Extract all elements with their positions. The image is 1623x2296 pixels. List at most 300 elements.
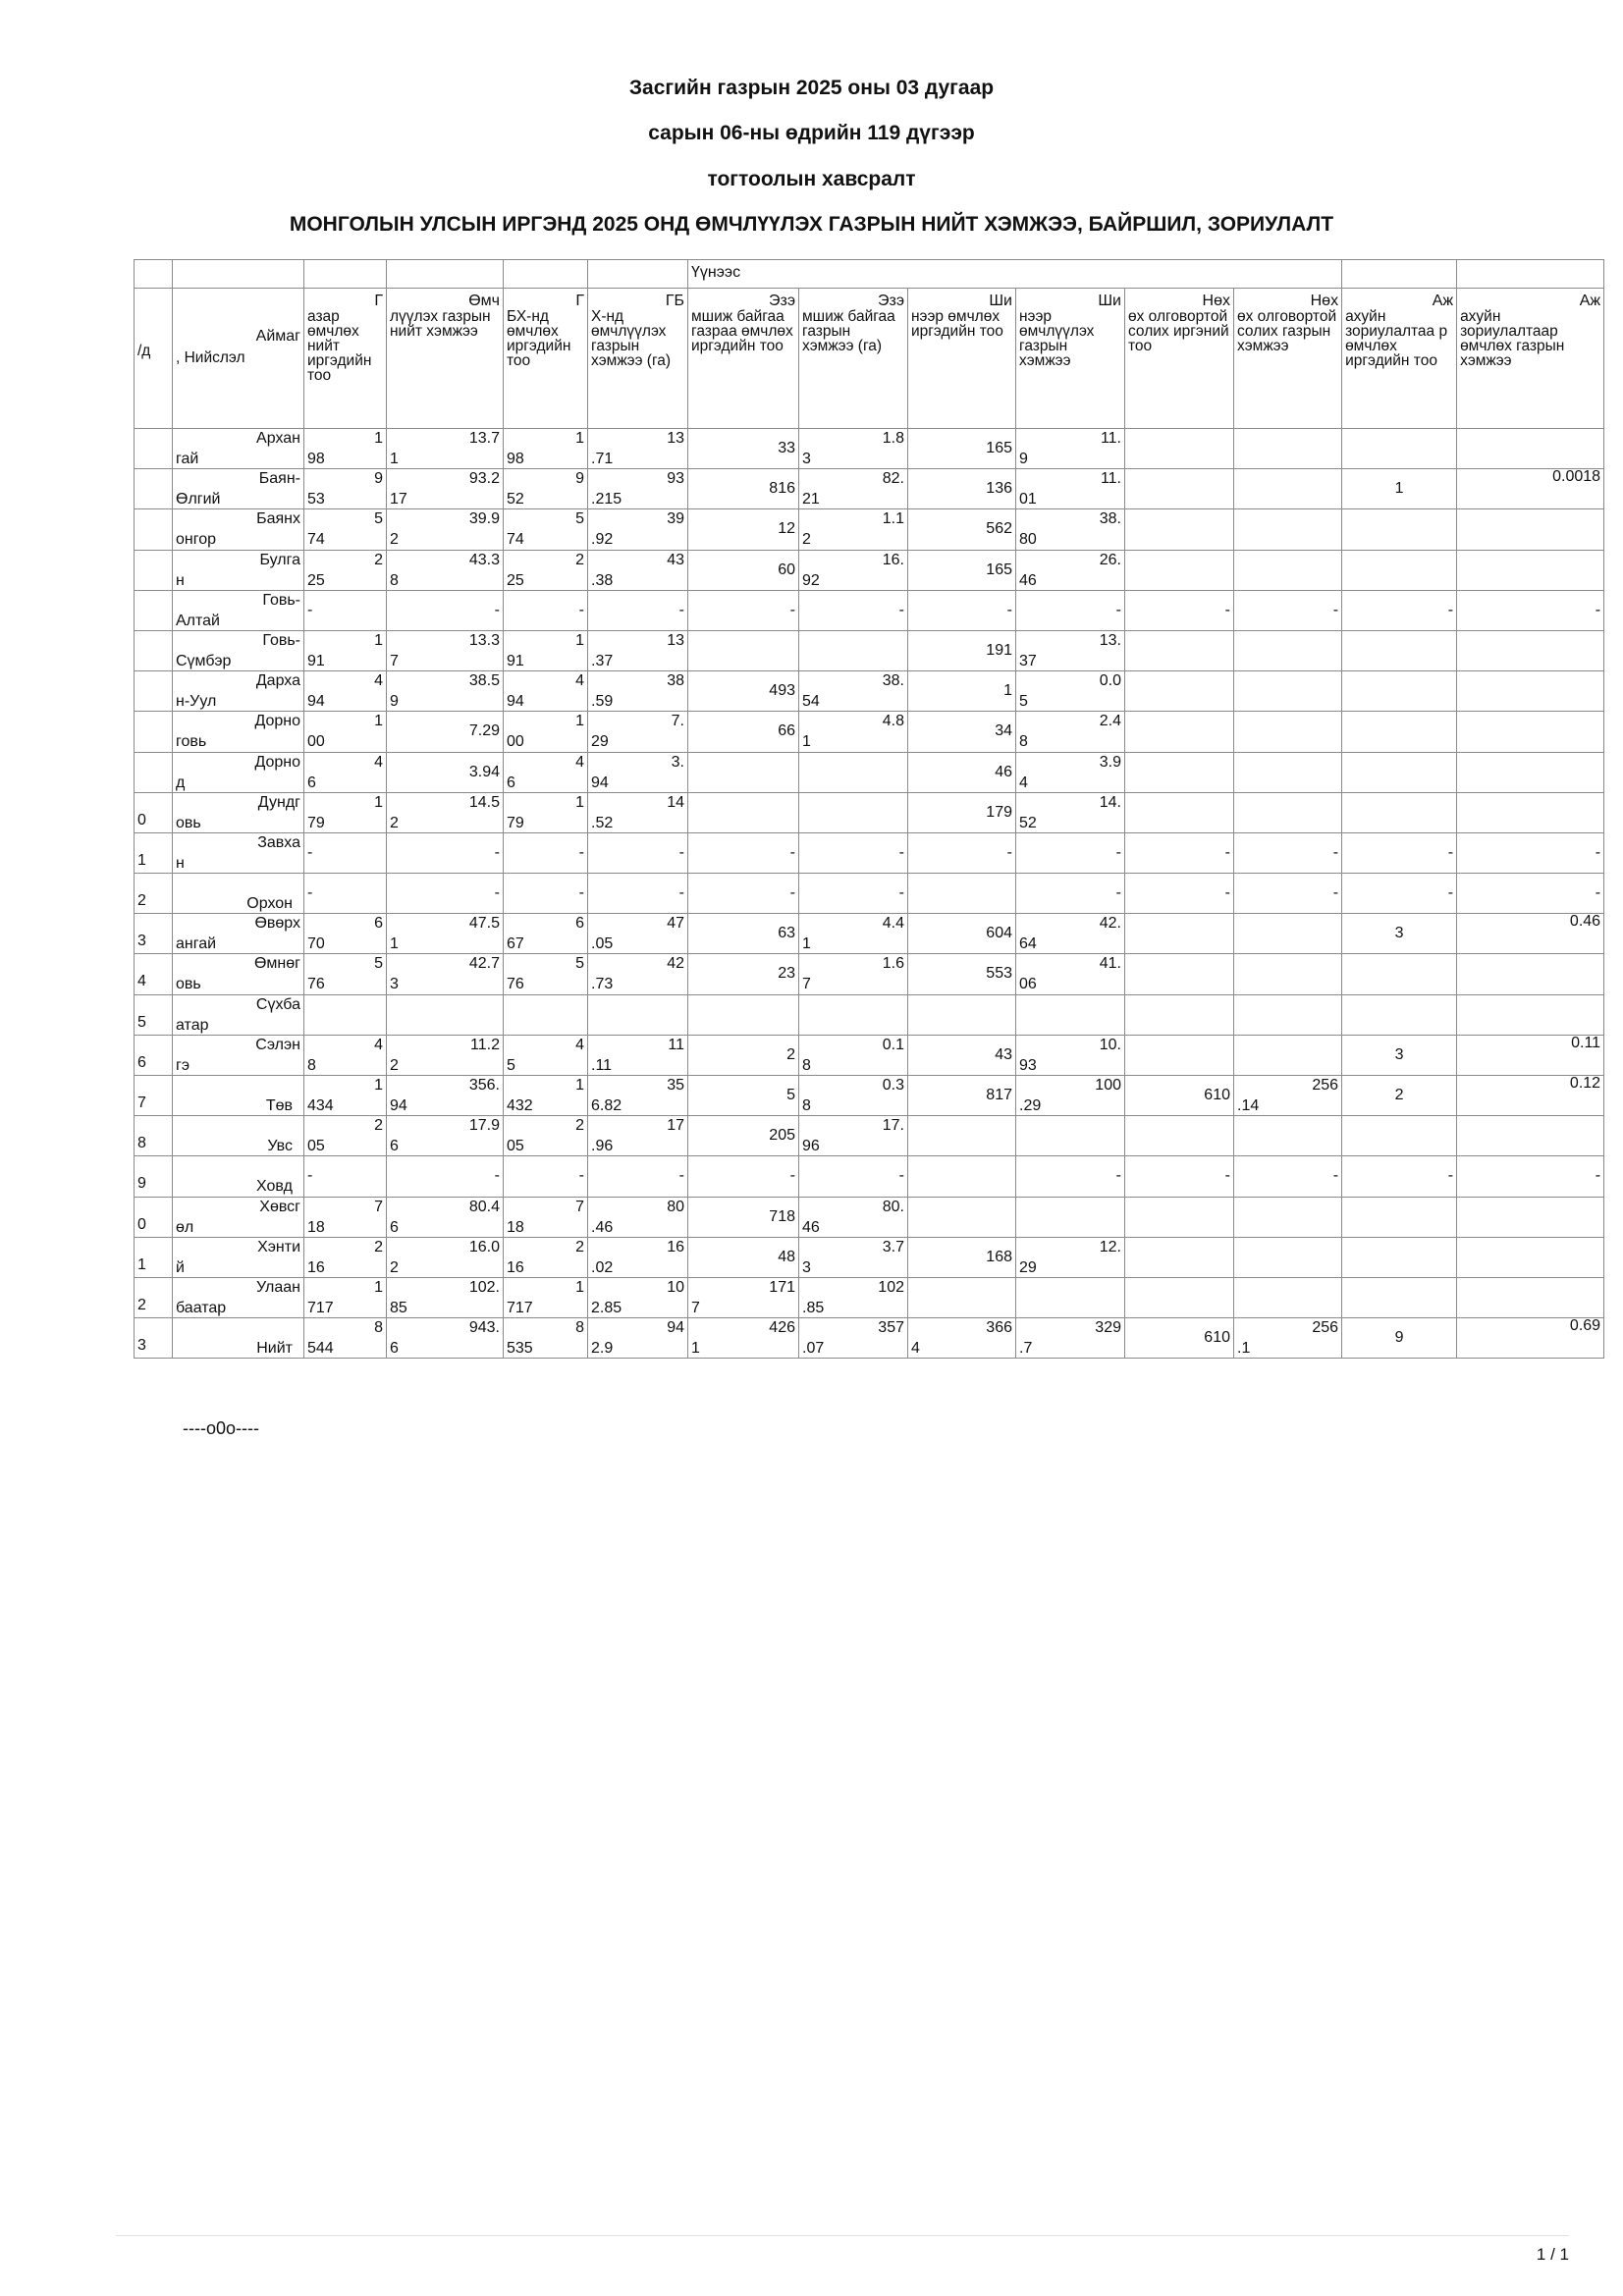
aimag-name-bottom: овь [176, 814, 201, 831]
value-cell [1457, 630, 1604, 670]
value-bottom: 9 [1019, 451, 1028, 467]
value-cell [688, 914, 799, 954]
value-bottom [1460, 1200, 1600, 1205]
value-cell [1457, 1035, 1604, 1075]
value-cell [908, 469, 1016, 509]
value-top: 1 [1003, 682, 1012, 700]
value-bottom: 7 [802, 976, 811, 993]
value-bottom: .215 [591, 491, 622, 508]
value-top: 12 [778, 520, 795, 538]
value-cell [1342, 1035, 1457, 1075]
aimag-name-top: Говь- [262, 631, 300, 649]
value-top: - [678, 843, 684, 861]
value-bottom: 6 [390, 1138, 399, 1155]
value-bottom [1237, 714, 1338, 720]
value-cell [908, 630, 1016, 670]
column-header-wrap: Эзэ [769, 293, 795, 309]
value-cell [688, 469, 799, 509]
value-top: 42 [667, 955, 684, 973]
value-cell [688, 550, 799, 590]
value-cell [387, 469, 504, 509]
value-cell [908, 954, 1016, 994]
value-cell [688, 792, 799, 832]
value-top: - [578, 884, 584, 902]
value-cell [1457, 550, 1604, 590]
value-cell [1016, 1116, 1125, 1156]
value-cell [908, 712, 1016, 752]
value-cell [1016, 509, 1125, 550]
value-cell [1342, 792, 1457, 832]
value-cell [1125, 994, 1234, 1035]
value-cell [1342, 752, 1457, 792]
value-bottom: 1 [802, 733, 811, 751]
value-cell [799, 954, 908, 994]
value-cell [688, 874, 799, 914]
value-top: 179 [986, 803, 1012, 821]
value-bottom: 1 [390, 935, 399, 953]
value-top: 426 [769, 1319, 795, 1337]
value-top: 47.5 [468, 915, 500, 933]
value-bottom [1460, 795, 1600, 801]
value-cell [908, 550, 1016, 590]
value-top: - [1332, 601, 1339, 618]
row-number-cell [135, 954, 173, 994]
value-bottom [1019, 997, 1121, 1003]
value-top: 0.0018 [1552, 468, 1601, 486]
value-cell [588, 630, 688, 670]
value-top: - [307, 884, 313, 902]
value-bottom [1345, 511, 1453, 517]
value-top: 4 [575, 1036, 584, 1053]
value-bottom [1128, 673, 1230, 679]
value-cell [588, 550, 688, 590]
value-bottom: 8 [307, 1056, 316, 1074]
value-top: - [678, 601, 684, 618]
value-cell [1342, 630, 1457, 670]
value-top: 562 [986, 520, 1012, 538]
value-bottom [1460, 1280, 1600, 1286]
value-cell [1016, 712, 1125, 752]
value-bottom: 67 [507, 935, 524, 953]
aimag-name-bottom: Орхон [246, 895, 293, 913]
value-cell [504, 1197, 588, 1237]
column-header [908, 289, 1016, 429]
value-top: 2 [374, 1238, 383, 1255]
value-top: 17. [882, 1117, 904, 1135]
value-cell [1342, 1116, 1457, 1156]
value-cell [588, 671, 688, 712]
column-header-text: ахуйн зориулалтаа р өмчлөх иргэдийн тоо [1345, 308, 1448, 369]
aimag-name-bottom: овь [176, 976, 201, 993]
table-row [135, 1035, 1604, 1075]
row-number-cell [135, 1076, 173, 1116]
value-cell [1234, 712, 1342, 752]
value-top: 3 [1394, 1045, 1404, 1063]
value-bottom: .11 [591, 1056, 613, 1074]
value-cell [504, 1237, 588, 1277]
value-bottom: .1 [1237, 1340, 1251, 1358]
row-number-cell [135, 874, 173, 914]
value-cell [1342, 954, 1457, 994]
value-bottom: 79 [307, 814, 325, 831]
value-cell [799, 1116, 908, 1156]
value-bottom [1019, 1118, 1121, 1124]
value-cell [799, 1277, 908, 1317]
value-bottom: 85 [390, 1299, 407, 1316]
value-bottom [1237, 1038, 1338, 1043]
value-top: 5 [374, 510, 383, 528]
table-row [135, 914, 1604, 954]
value-bottom: 29 [1019, 1258, 1037, 1276]
value-top: 3.94 [468, 763, 500, 780]
aimag-name-bottom: онгор [176, 531, 217, 549]
row-number: 3 [137, 933, 146, 950]
aimag-name-top: Хөвсг [259, 1198, 300, 1215]
page-counter: 1 / 1 [1536, 2245, 1569, 2264]
end-mark: ----o0o---- [183, 1418, 259, 1438]
value-top: 10 [667, 1278, 684, 1296]
value-top: - [1595, 843, 1601, 861]
aimag-name-top: Дорно [254, 753, 300, 771]
column-header [387, 289, 504, 429]
value-cell [1125, 550, 1234, 590]
value-cell [387, 954, 504, 994]
value-top: 38. [882, 672, 904, 690]
value-cell [588, 874, 688, 914]
column-header [588, 289, 688, 429]
value-cell [304, 712, 387, 752]
header-group-spacer [588, 260, 688, 289]
value-top: 11.2 [470, 1036, 500, 1053]
value-bottom [1460, 511, 1600, 517]
land-allocation-table [134, 259, 1604, 1359]
value-top: 356. [468, 1077, 500, 1094]
row-number: 7 [137, 1095, 146, 1111]
value-bottom: .07 [802, 1340, 825, 1358]
value-cell [1234, 1237, 1342, 1277]
value-top: - [1332, 1167, 1339, 1185]
aimag-cell [173, 590, 304, 630]
value-cell [1125, 1277, 1234, 1317]
value-top: 256 [1312, 1319, 1339, 1337]
value-bottom: 17 [390, 491, 407, 508]
column-header [1125, 289, 1234, 429]
value-bottom [1128, 997, 1230, 1003]
value-cell [1234, 832, 1342, 873]
row-number [137, 509, 169, 529]
value-cell [387, 874, 504, 914]
value-bottom: 717 [507, 1299, 533, 1316]
aimag-name-bottom: ангай [176, 935, 217, 953]
value-bottom [1237, 997, 1338, 1003]
value-bottom [691, 633, 795, 639]
value-bottom [1237, 1240, 1338, 1246]
value-cell [908, 752, 1016, 792]
value-cell [588, 914, 688, 954]
value-bottom: 98 [307, 451, 325, 467]
aimag-cell [173, 1318, 304, 1359]
value-bottom: 434 [307, 1097, 334, 1114]
column-header-wrap: ГБ [665, 293, 684, 309]
value-cell [1125, 1156, 1234, 1197]
value-bottom [1345, 1240, 1453, 1246]
value-cell [688, 1156, 799, 1197]
value-top: 3.7 [882, 1238, 904, 1255]
value-cell [304, 671, 387, 712]
value-cell [504, 1318, 588, 1359]
value-cell [304, 1156, 387, 1197]
value-bottom [1128, 1038, 1230, 1043]
value-bottom [1345, 1118, 1453, 1124]
value-bottom [1128, 795, 1230, 801]
value-bottom: 79 [507, 814, 524, 831]
row-number-cell [135, 590, 173, 630]
value-top: - [1115, 843, 1121, 861]
row-number [137, 712, 169, 731]
value-top: 0.46 [1569, 913, 1601, 931]
value-top: - [1447, 1167, 1454, 1185]
value-top: 39.9 [468, 510, 500, 528]
value-bottom: 9 [390, 693, 399, 711]
value-bottom [591, 997, 684, 1003]
value-bottom: .38 [591, 571, 614, 589]
value-cell [1125, 1116, 1234, 1156]
value-cell [504, 1277, 588, 1317]
value-top: 42. [1099, 915, 1121, 933]
value-cell [387, 1197, 504, 1237]
title-line-1: Засгийн газрын 2025 оны 03 дугаар [628, 77, 995, 99]
value-cell [1342, 1277, 1457, 1317]
value-cell [1342, 1197, 1457, 1237]
aimag-cell [173, 671, 304, 712]
value-cell [588, 954, 688, 994]
aimag-name-bottom: говь [176, 733, 207, 751]
document-heading: МОНГОЛЫН УЛСЫН ИРГЭНД 2025 ОНД ӨМЧЛҮҮЛЭХ ГАЗРЫН НИЙТ ХЭМЖЭЭ, БАЙРШИЛ, ЗОРИУЛАЛТ [289, 213, 1334, 236]
value-top: 80 [667, 1198, 684, 1215]
value-bottom [1237, 471, 1338, 477]
row-number-cell [135, 1035, 173, 1075]
value-top: - [1595, 1167, 1601, 1185]
value-bottom: 80 [1019, 531, 1037, 549]
value-bottom [1237, 1200, 1338, 1205]
value-cell [1016, 671, 1125, 712]
aimag-cell [173, 1076, 304, 1116]
row-number-cell [135, 469, 173, 509]
value-top: 93.2 [468, 470, 500, 488]
value-top: 3 [1394, 925, 1404, 942]
value-cell [908, 429, 1016, 469]
column-header-wrap: Эзэ [878, 293, 904, 309]
value-top: 43.3 [468, 551, 500, 568]
value-cell [387, 1076, 504, 1116]
value-cell [908, 994, 1016, 1035]
value-cell [1125, 1318, 1234, 1359]
value-cell [1234, 1277, 1342, 1317]
value-bottom: .92 [591, 531, 614, 549]
value-bottom: .71 [591, 451, 614, 467]
value-top: 43 [667, 551, 684, 568]
column-header [799, 289, 908, 429]
aimag-cell [173, 429, 304, 469]
value-cell [1016, 914, 1125, 954]
table-row [135, 1076, 1604, 1116]
value-top: 39 [667, 510, 684, 528]
table-row [135, 832, 1604, 873]
value-bottom [1345, 1280, 1453, 1286]
table-row [135, 1318, 1604, 1359]
value-bottom [1128, 1280, 1230, 1286]
value-bottom [1345, 956, 1453, 962]
value-bottom [1128, 511, 1230, 517]
value-bottom: 2.85 [591, 1299, 622, 1316]
column-header-wrap: Аж [1579, 293, 1601, 309]
value-cell [688, 1277, 799, 1317]
value-bottom: .73 [591, 976, 614, 993]
aimag-name-top: Дарха [255, 672, 300, 690]
value-top: 0.1 [882, 1036, 904, 1053]
value-cell [387, 1035, 504, 1075]
value-cell [799, 469, 908, 509]
value-cell [1016, 792, 1125, 832]
column-header-text: /д [137, 343, 151, 359]
value-bottom: 6.82 [591, 1097, 622, 1114]
table-row [135, 1197, 1604, 1237]
row-number: 1 [137, 851, 146, 869]
value-cell [504, 590, 588, 630]
value-bottom [1460, 714, 1600, 720]
row-number-cell [135, 1116, 173, 1156]
value-bottom: 3 [802, 1258, 811, 1276]
value-bottom: 00 [507, 733, 524, 751]
value-top: 13.7 [468, 430, 500, 447]
value-cell [799, 994, 908, 1035]
value-bottom: 76 [307, 976, 325, 993]
aimag-cell [173, 994, 304, 1035]
value-bottom [1237, 431, 1338, 437]
value-cell [688, 671, 799, 712]
value-cell [1234, 1116, 1342, 1156]
value-top: 2.4 [1099, 713, 1121, 730]
value-bottom: 92 [802, 571, 820, 589]
column-header-wrap: Өмч [468, 293, 500, 309]
value-top: 94 [667, 1319, 684, 1337]
table-row [135, 429, 1604, 469]
aimag-name-bottom: Увс [267, 1138, 293, 1155]
value-top: 93 [667, 470, 684, 488]
value-cell [1234, 1076, 1342, 1116]
value-top: 553 [986, 965, 1012, 983]
value-cell [1342, 509, 1457, 550]
value-top: 5 [786, 1087, 795, 1103]
value-top: 1 [374, 793, 383, 811]
value-bottom: 25 [307, 571, 325, 589]
value-cell [304, 954, 387, 994]
value-bottom [1237, 1118, 1338, 1124]
aimag-cell [173, 509, 304, 550]
row-number-cell [135, 752, 173, 792]
value-cell [1457, 832, 1604, 873]
value-bottom [1237, 673, 1338, 679]
value-top: 1 [575, 713, 584, 730]
value-bottom: 8 [802, 1097, 811, 1114]
value-cell [1342, 832, 1457, 873]
value-cell [1016, 429, 1125, 469]
value-cell [588, 1318, 688, 1359]
value-top: 943. [468, 1319, 500, 1337]
aimag-name-top: Завха [257, 833, 300, 851]
value-top: 165 [986, 440, 1012, 456]
value-top: 357 [878, 1319, 904, 1337]
value-cell [1457, 1197, 1604, 1237]
value-top: 14. [1099, 793, 1121, 811]
value-cell [504, 752, 588, 792]
value-bottom: 1 [802, 935, 811, 953]
table-row [135, 469, 1604, 509]
row-number-cell [135, 550, 173, 590]
value-cell [1125, 1197, 1234, 1237]
value-top: - [1006, 601, 1012, 618]
value-top: 26. [1099, 551, 1121, 568]
value-cell [1016, 874, 1125, 914]
value-cell [588, 1035, 688, 1075]
value-cell [688, 752, 799, 792]
value-bottom: 432 [507, 1097, 533, 1114]
value-bottom [911, 1118, 1012, 1124]
value-cell [588, 590, 688, 630]
value-bottom [1460, 997, 1600, 1003]
value-cell [1457, 429, 1604, 469]
value-top: 1 [374, 1278, 383, 1296]
value-bottom [1237, 1280, 1338, 1286]
value-bottom [1460, 553, 1600, 559]
row-number: 0 [137, 811, 146, 828]
value-bottom: 74 [307, 531, 325, 549]
value-bottom [1128, 1200, 1230, 1205]
value-cell [1234, 550, 1342, 590]
value-cell [1234, 914, 1342, 954]
value-bottom [1345, 673, 1453, 679]
value-top: 6 [575, 915, 584, 933]
value-top: 2 [786, 1045, 795, 1063]
value-bottom: 6 [507, 774, 515, 791]
value-bottom: 98 [507, 451, 524, 467]
value-bottom: .46 [591, 1218, 614, 1236]
value-bottom: 01 [1019, 491, 1037, 508]
value-bottom: .14 [1237, 1097, 1260, 1114]
value-cell [504, 550, 588, 590]
header-group-spacer [135, 260, 173, 289]
value-cell [504, 1156, 588, 1197]
value-bottom: 717 [307, 1299, 334, 1316]
table-row [135, 712, 1604, 752]
value-cell [908, 792, 1016, 832]
aimag-name-top: Архан [256, 430, 300, 447]
value-cell [1234, 874, 1342, 914]
value-top: 2 [575, 1238, 584, 1255]
column-header-text: өх олговортой солих иргэний тоо [1128, 308, 1229, 354]
value-bottom: 46 [802, 1218, 820, 1236]
value-cell [1016, 469, 1125, 509]
value-top: 493 [769, 682, 795, 700]
value-top: 2 [575, 551, 584, 568]
value-top: 100 [1095, 1077, 1121, 1094]
value-cell [588, 1116, 688, 1156]
value-top: 817 [986, 1087, 1012, 1103]
aimag-cell [173, 914, 304, 954]
column-header-wrap: Ши [1098, 293, 1121, 309]
value-cell [304, 874, 387, 914]
value-cell [304, 469, 387, 509]
